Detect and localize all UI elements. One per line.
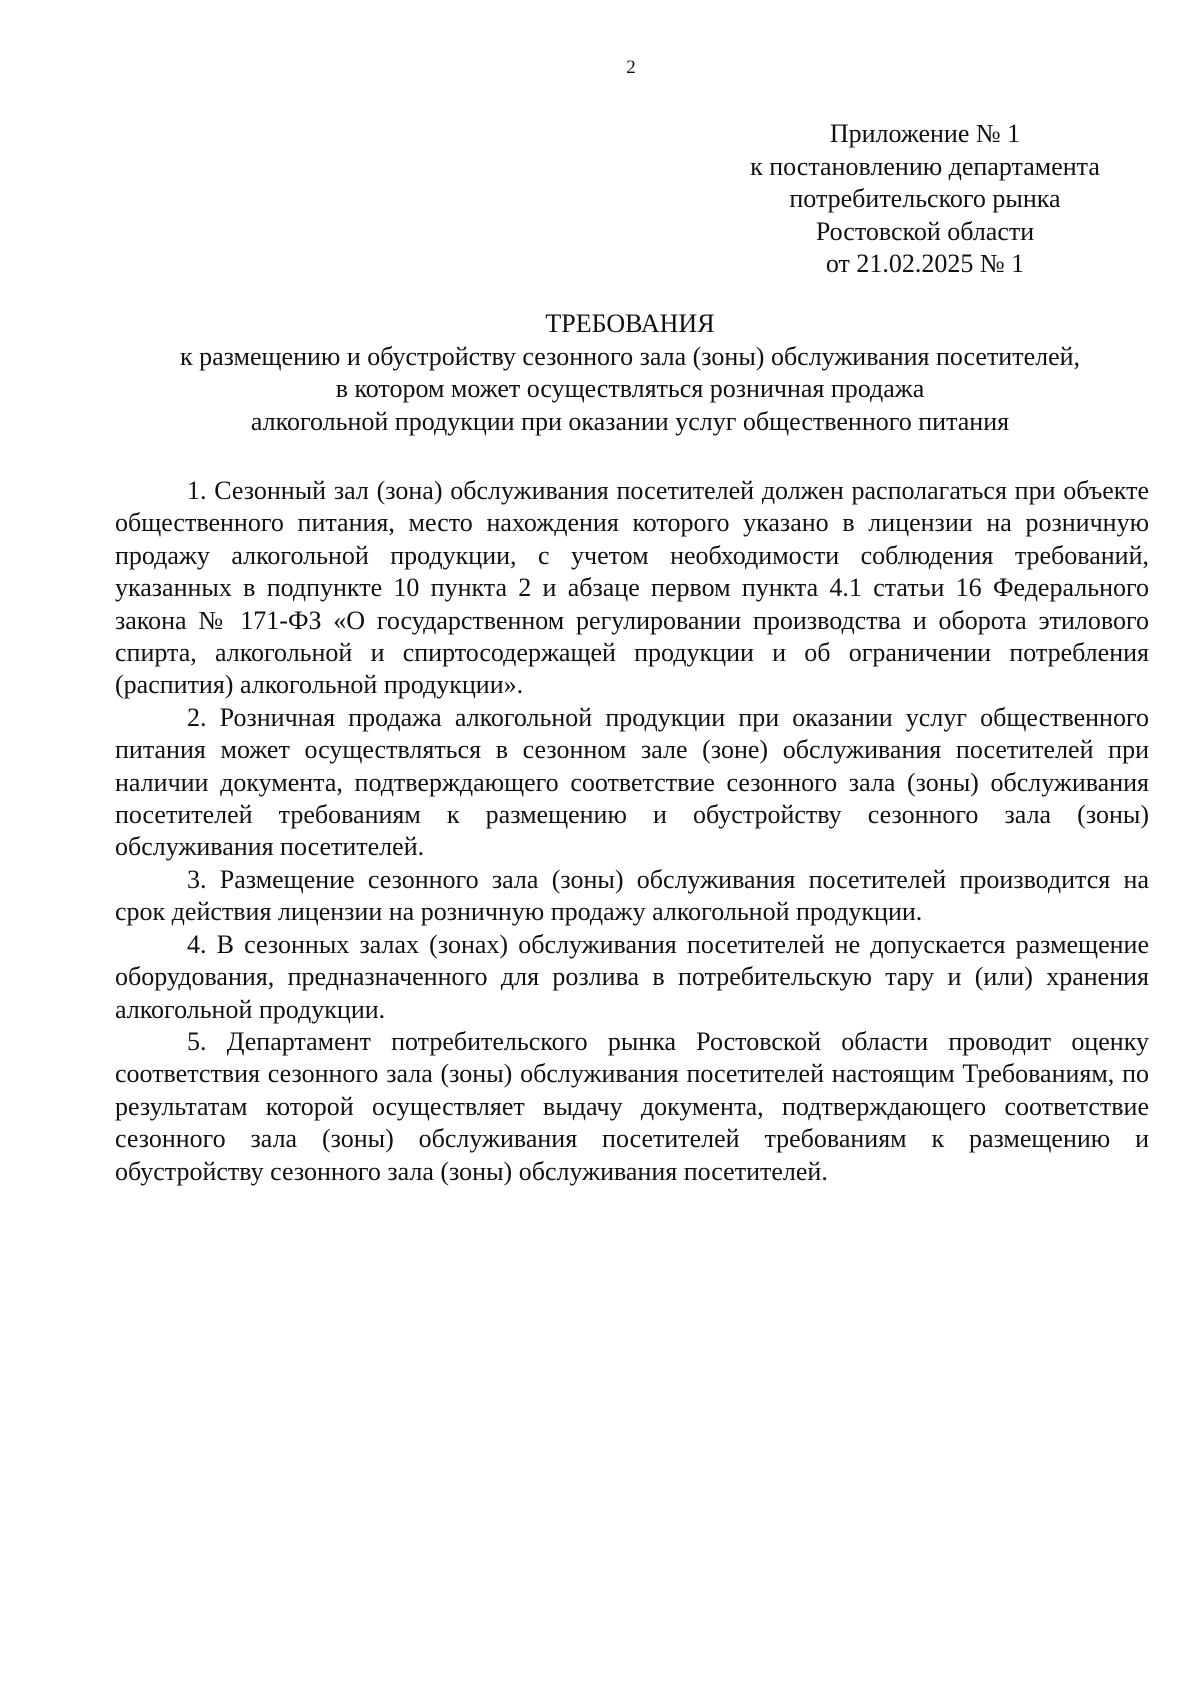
appendix-line: Ростовской области <box>815 216 1035 246</box>
title-subtitle-line: алкогольной продукции при оказании услуг общественного питания <box>250 406 1010 436</box>
paragraph-1: 1. Сезонный зал (зона) обслуживания посетителей должен располагаться при объекте общественного питания, место нахождения которого указано в лицензии на розничную продажу алкогольной продукции, с учетом необходимости соблюдения требований, указанных в подпункте 10 пункта 2 и абзаце первом пункта 4.1 статьи 16 Федерального закона № 171-ФЗ «О государственном регулировании производства и оборота этилового спирта, алкогольной и спиртосодержащей продукции и об ограничении потребления (распития) алкогольной продукции». <box>115 476 1149 700</box>
page-number: 2 <box>626 57 636 78</box>
title-heading: ТРЕБОВАНИЯ <box>545 309 715 338</box>
title-subtitle-line: в котором может осуществляться розничная продажа <box>335 374 925 404</box>
paragraph-3: 3. Размещение сезонного зала (зоны) обслуживания посетителей производится на срок действия лицензии на розничную продажу алкогольной продукции. <box>115 864 1149 927</box>
paragraph-2: 2. Розничная продажа алкогольной продукции при оказании услуг общественного питания может осуществляться в сезонном зале (зоне) обслуживания посетителей при наличии документа, подтверждающего соответствие сезонного зала (зоны) обслуживания посетителей требованиям к размещению и обустройству сезонного зала (зоны) обслуживания посетителей. <box>115 702 1149 862</box>
appendix-header <box>700 118 1150 281</box>
document-title <box>100 308 1160 438</box>
appendix-line: к постановлению департамента <box>750 151 1100 181</box>
appendix-line: потребительского рынка <box>789 184 1061 214</box>
title-subtitle-line: к размещению и обустройству сезонного зала (зоны) обслуживания посетителей, <box>179 341 1081 371</box>
paragraph-5: 5. Департамент потребительского рынка Ростовской области проводит оценку соответствия сезонного зала (зоны) обслуживания посетителей настоящим Требованиям, по результатам которой осуществляет выдачу документа, подтверждающего соответствие сезонного зала (зоны) обслуживания посетителей требованиям к размещению и обустройству сезонного зала (зоны) обслуживания посетителей. <box>115 1026 1149 1186</box>
appendix-line: от 21.02.2025 № 1 <box>825 249 1025 279</box>
document-body <box>115 475 1149 1188</box>
appendix-line: Приложение № 1 <box>829 119 1021 148</box>
paragraph-4: 4. В сезонных залах (зонах) обслуживания посетителей не допускается размещение оборудования, предназначенного для розлива в потребительскую тару и (или) хранения алкогольной продукции. <box>115 929 1149 1024</box>
